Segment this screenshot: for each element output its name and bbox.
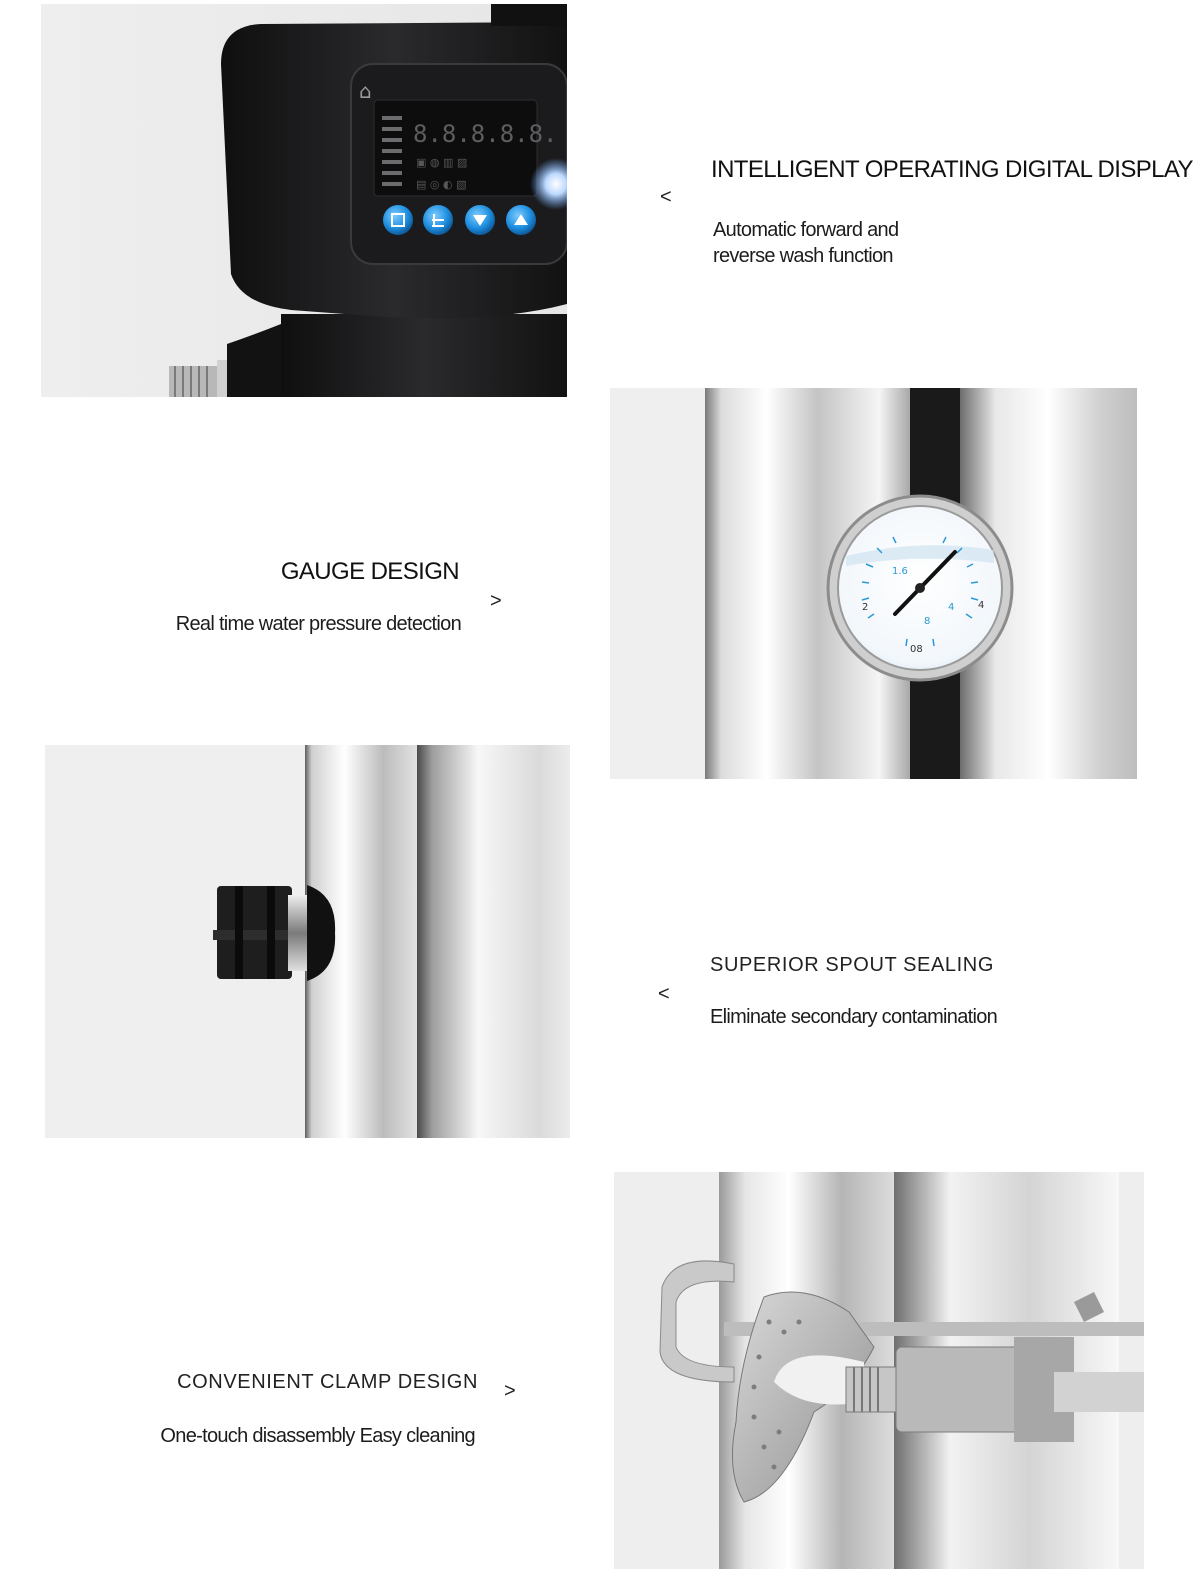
desc-clamp-design: One-touch disassembly Easy cleaning <box>160 1425 475 1447</box>
title-clamp-design: CONVENIENT CLAMP DESIGN <box>177 1371 478 1393</box>
arrow-left-3: < <box>658 983 670 1005</box>
arrow-left-1: < <box>660 186 672 208</box>
svg-text:1.6: 1.6 <box>892 566 908 577</box>
pressure-gauge-photo <box>610 388 1137 779</box>
desc-gauge-design: Real time water pressure detection <box>175 613 461 635</box>
arrow-right-4: > <box>504 1380 516 1402</box>
svg-text:⌂: ⌂ <box>359 79 372 103</box>
svg-text:2: 2 <box>862 602 869 613</box>
desc-digital-display-line-1: Automatic forward and <box>713 219 899 241</box>
clamp-photo <box>614 1172 1144 1569</box>
title-gauge-design: GAUGE DESIGN <box>280 558 459 585</box>
svg-text:08: 08 <box>910 644 923 655</box>
arrow-right-2: > <box>490 590 502 612</box>
svg-text:4: 4 <box>978 600 985 611</box>
title-digital-display: INTELLIGENT OPERATING DIGITAL DISPLAY <box>711 156 1193 183</box>
svg-text:▣ ◍ ▥ ▨: ▣ ◍ ▥ ▨ <box>416 156 468 169</box>
svg-text:▤ ◎ ◐ ▧: ▤ ◎ ◐ ▧ <box>416 178 467 191</box>
digital-control-head-photo <box>41 4 567 397</box>
desc-digital-display-line-2: reverse wash function <box>713 245 893 267</box>
svg-text:8: 8 <box>924 616 931 627</box>
svg-text:4: 4 <box>948 602 955 613</box>
title-spout-sealing: SUPERIOR SPOUT SEALING <box>710 954 995 976</box>
spout-seal-photo <box>45 745 570 1138</box>
lcd-digits: 8.8.8.8.8. <box>413 120 558 148</box>
desc-spout-sealing: Eliminate secondary contamination <box>710 1006 998 1028</box>
